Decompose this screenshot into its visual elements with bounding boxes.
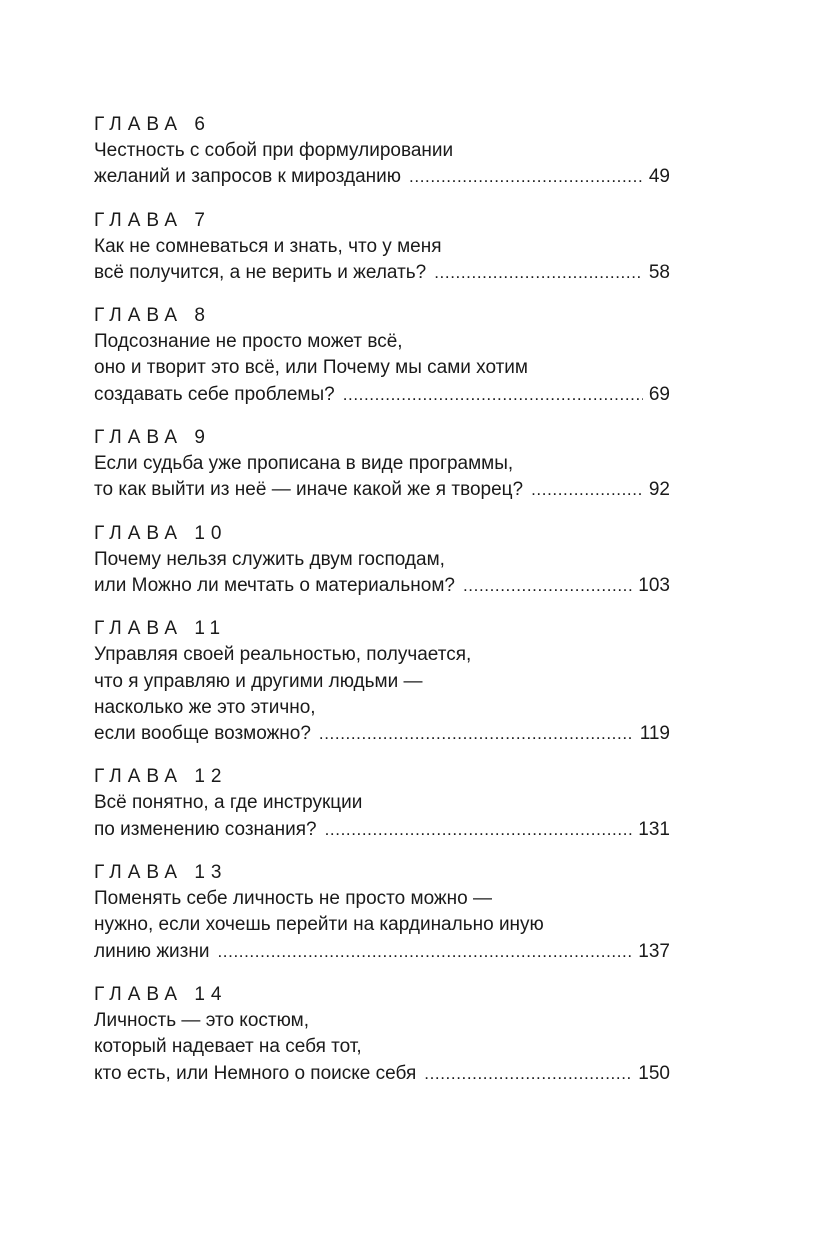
chapter-title-text: если вообще возможно?: [94, 723, 311, 745]
chapter-title-last-line: [94, 260, 670, 286]
toc-entry-chapter-9[interactable]: [94, 425, 670, 504]
page-number: 103: [638, 574, 670, 596]
dot-leader: [409, 164, 643, 190]
chapter-label: ГЛАВА 12: [94, 766, 228, 788]
chapter-title-last-line: [94, 1061, 670, 1087]
chapter-title-line: Честность с собой при формулировании: [94, 140, 454, 161]
chapter-title-line: оно и творит это всё, или Почему мы сами хотим: [94, 357, 528, 379]
toc-entry-chapter-14[interactable]: [94, 982, 670, 1087]
dot-leader: [217, 939, 632, 965]
chapter-title-text: кто есть, или Немного о поиске себя: [94, 1062, 417, 1084]
chapter-title-text: или Можно ли мечтать о материальном?: [94, 574, 455, 596]
chapter-title-last-line: [94, 939, 670, 965]
page-number: 137: [638, 940, 670, 962]
chapter-title-line: Управляя своей реальностью, получается,: [94, 644, 472, 666]
dot-leader: [343, 382, 643, 408]
chapter-title-last-line: [94, 164, 670, 190]
toc-entry-chapter-11[interactable]: [94, 616, 670, 747]
dot-leader: [424, 1061, 632, 1087]
chapter-title-line: нужно, если хочешь перейти на кардинально иную: [94, 914, 544, 936]
dot-leader: [434, 260, 643, 286]
chapter-title-text: желаний и запросов к мирозданию: [94, 166, 402, 188]
chapter-title-text: линию жизни: [94, 940, 210, 962]
dot-leader: [531, 477, 643, 503]
page-number: 131: [638, 818, 670, 840]
chapter-label: ГЛАВА 9: [94, 427, 211, 449]
chapter-title-line: что я управляю и другими людьми —: [94, 670, 423, 692]
chapter-title-line: Почему нельзя служить двум господам,: [94, 548, 445, 570]
page-number: 119: [639, 723, 670, 745]
chapter-title-text: по изменению сознания?: [94, 818, 317, 840]
toc-entry-chapter-12[interactable]: [94, 764, 670, 843]
chapter-title-line: Если судьба уже прописана в виде программы,: [94, 453, 514, 475]
chapter-title-line: который надевает на себя тот,: [94, 1036, 362, 1058]
chapter-label: ГЛАВА 8: [94, 305, 211, 327]
chapter-title-last-line: [94, 382, 670, 408]
chapter-title-last-line: [94, 573, 670, 599]
chapter-title-line: Как не сомневаться и знать, что у меня: [94, 235, 442, 257]
chapter-label: ГЛАВА 11: [94, 618, 227, 640]
chapter-title-text: то как выйти из неё — иначе какой же я творец?: [94, 479, 524, 501]
dot-leader: [319, 721, 634, 747]
toc-entry-chapter-6[interactable]: [94, 112, 670, 191]
chapter-title-last-line: [94, 817, 670, 843]
page-number: 69: [648, 383, 670, 405]
toc-entry-chapter-13[interactable]: [94, 860, 670, 965]
table-of-contents: [94, 112, 670, 1104]
chapter-label: ГЛАВА 6: [94, 114, 211, 135]
chapter-title-text: создавать себе проблемы?: [94, 383, 335, 405]
toc-entry-chapter-8[interactable]: [94, 303, 670, 408]
chapter-title-text: всё получится, а не верить и желать?: [94, 261, 427, 283]
chapter-title-line: Всё понятно, а где инструкции: [94, 792, 363, 814]
chapter-label: ГЛАВА 10: [94, 522, 228, 544]
chapter-title-line: насколько же это этично,: [94, 696, 316, 718]
chapter-title-last-line: [94, 721, 670, 747]
toc-entry-chapter-10[interactable]: [94, 521, 670, 600]
page-number: 150: [638, 1062, 670, 1084]
dot-leader: [463, 573, 632, 599]
page-number: 92: [648, 479, 670, 501]
chapter-label: ГЛАВА 13: [94, 862, 228, 884]
chapter-title-line: Подсознание не просто может всё,: [94, 331, 403, 353]
toc-entry-chapter-7[interactable]: [94, 208, 670, 287]
chapter-title-last-line: [94, 477, 670, 503]
chapter-title-line: Личность — это костюм,: [94, 1009, 309, 1031]
page-number: 58: [648, 261, 670, 283]
chapter-label: ГЛАВА 7: [94, 209, 211, 231]
chapter-label: ГЛАВА 14: [94, 983, 228, 1005]
chapter-title-line: Поменять себе личность не просто можно —: [94, 888, 492, 910]
dot-leader: [325, 817, 633, 843]
page-number: 49: [648, 166, 670, 188]
